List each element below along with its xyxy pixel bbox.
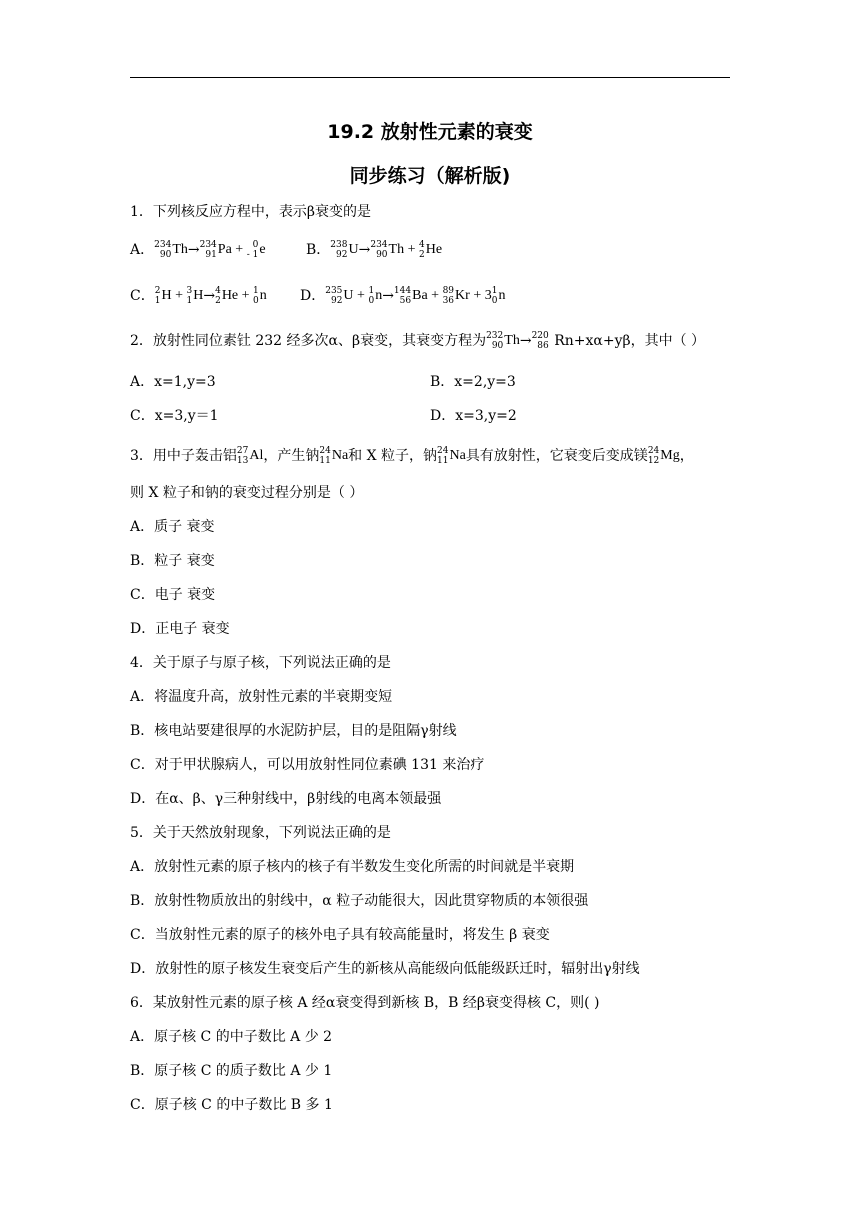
question-6-stem: 6．某放射性元素的原子核 A 经α衰变得到新核 B，B 经β衰变得核 C，则( ) [130, 995, 600, 1011]
question-3-stem: 3．用中子轰击铝 27 13 Al，产生钠 24 11 Na和 X 粒子，钠 24 11 Na具有放射性，它衰变后变成镁 24 12 Mg， [130, 446, 694, 466]
question-1-option-c: C． 2 1 H + 3 1 H→ 4 2 He + 1 0 n [130, 286, 267, 306]
question-6-option-b: B．原子核 C 的质子数比 A 少 1 [130, 1063, 333, 1079]
question-6-option-c: C．原子核 C 的中子数比 B 多 1 [130, 1097, 333, 1113]
question-2-option-b: B．x=2,y=3 [430, 374, 516, 390]
question-5-option-b: B．放射性物质放出的射线中，α 粒子动能很大，因此贯穿物质的本领很强 [130, 893, 589, 909]
question-5-option-d: D．放射性的原子核发生衰变后产生的新核从高能级向低能级跃迁时，辐射出γ射线 [130, 961, 640, 977]
question-6-option-a: A．原子核 C 的中子数比 A 少 2 [130, 1029, 333, 1045]
question-2-stem: 2．放射性同位素钍 232 经多次α、β衰变，其衰变方程为 232 90 Th→ 220 86 Rn+xα+yβ，其中（ ） [130, 331, 706, 351]
question-3-stem-line2: 则 X 粒子和钠的衰变过程分别是（ ） [130, 485, 364, 501]
question-3-option-c: C．电子 衰变 [130, 587, 216, 603]
question-4-option-a: A．将温度升高，放射性元素的半衰期变短 [130, 689, 393, 705]
question-4-stem: 4．关于原子与原子核，下列说法正确的是 [130, 655, 391, 671]
question-3-option-b: B．粒子 衰变 [130, 553, 215, 569]
question-1-stem: 1．下列核反应方程中，表示β衰变的是 [130, 204, 371, 220]
question-2-option-a: A．x=1,y=3 [130, 374, 216, 390]
question-5-option-c: C．当放射性元素的原子的核外电子具有较高能量时，将发生 β 衰变 [130, 927, 550, 943]
question-4-option-c: C．对于甲状腺病人，可以用放射性同位素碘 131 来治疗 [130, 757, 485, 773]
question-2-option-d: D．x=3,y=2 [430, 408, 517, 424]
question-1-option-b: B． 238 92 U→ 234 90 Th + 4 2 He [306, 240, 443, 260]
question-1-option-a: A． 234 90 Th→ 234 91 Pa + 0 - 1 e [130, 240, 266, 260]
question-5-option-a: A．放射性元素的原子核内的核子有半数发生变化所需的时间就是半衰期 [130, 859, 575, 875]
question-4-option-b: B．核电站要建很厚的水泥防护层，目的是阻隔γ射线 [130, 723, 457, 739]
page-title: 19.2 放射性元素的衰变 [327, 121, 533, 143]
page-subtitle: 同步练习（解析版) [349, 165, 511, 187]
question-1-option-d: D． 235 92 U + 1 0 n→ 144 56 Ba + 89 36 Kr + 3 1 0 n [300, 286, 506, 306]
question-2-option-c: C．x=3,y＝1 [130, 408, 219, 424]
question-5-stem: 5．关于天然放射现象，下列说法正确的是 [130, 825, 391, 841]
question-3-option-a: A．质子 衰变 [130, 519, 215, 535]
question-4-option-d: D．在α、β、γ三种射线中，β射线的电离本领最强 [130, 791, 442, 807]
header-rule [130, 77, 730, 78]
question-3-option-d: D．正电子 衰变 [130, 621, 230, 637]
